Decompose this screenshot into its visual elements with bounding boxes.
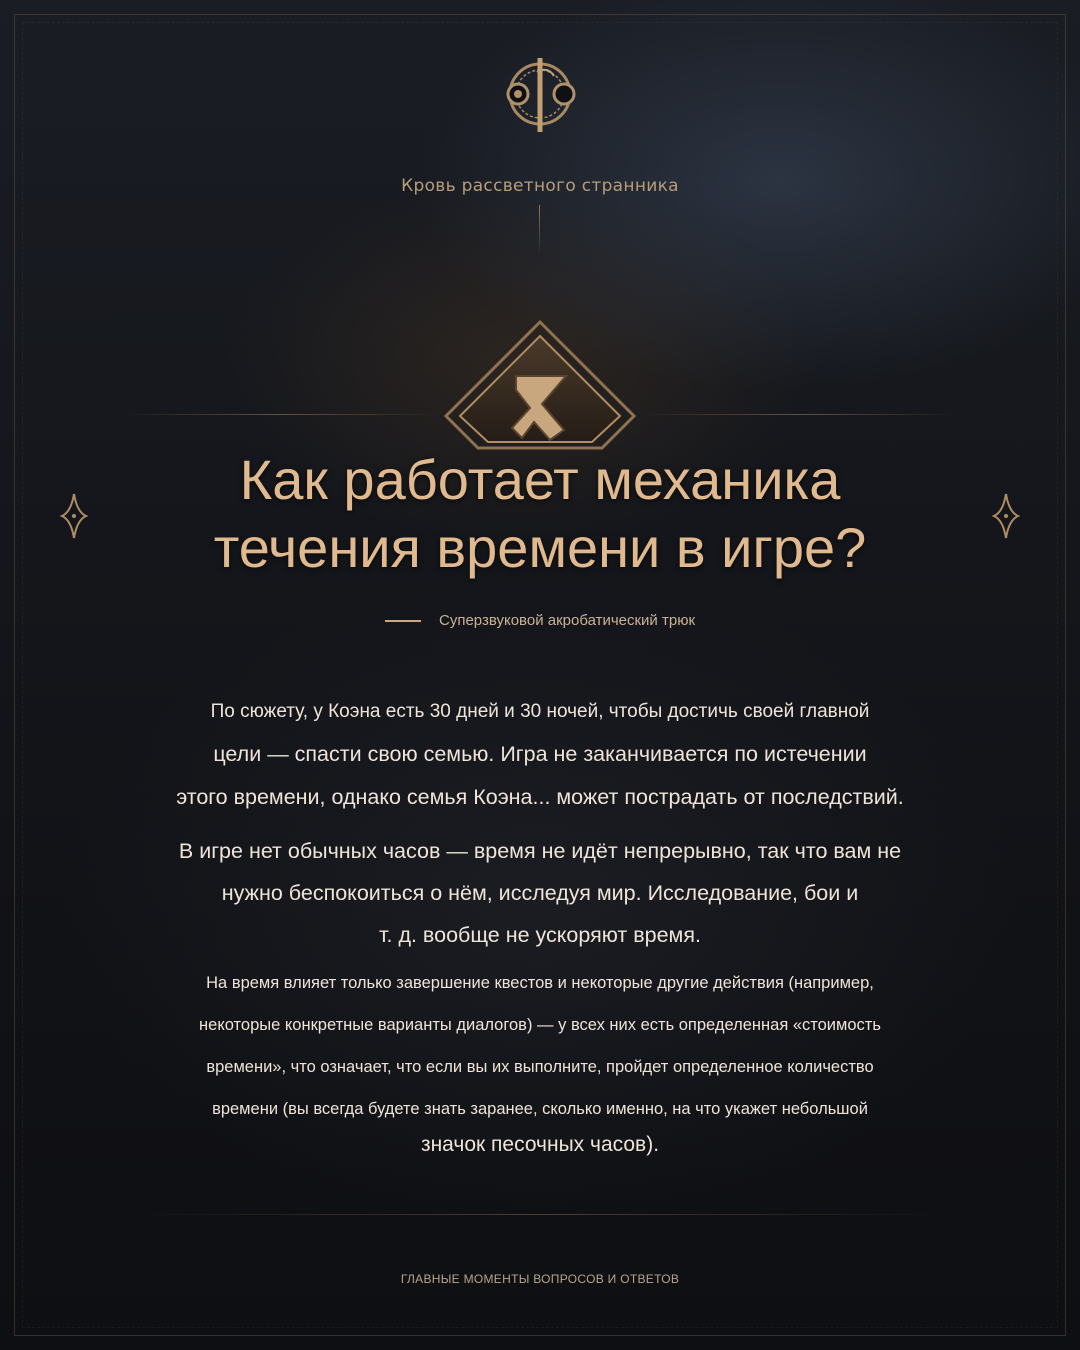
footer-text: ГЛАВНЫЕ МОМЕНТЫ ВОПРОСОВ И ОТВЕТОВ <box>400 1272 680 1286</box>
bottom-divider <box>130 1214 950 1215</box>
brooch-emblem-icon <box>490 54 590 134</box>
paragraph-3-line-2: некоторые конкретные варианты диалогов) — у всех них есть определенная «стоимость <box>199 1016 881 1034</box>
paragraph-2-line-3: т. д. вообще не ускоряют время. <box>379 923 701 947</box>
paragraph-1 <box>100 690 980 819</box>
title-line-2: течения времени в игре? <box>213 516 867 579</box>
paragraph-3-line-4: времени (вы всегда будете знать заранее, сколько именно, на что укажет небольшой <box>212 1100 868 1118</box>
paragraph-1-line-2: цели — спасти свою семью. Игра не заканчивается по истечении <box>213 742 867 766</box>
rune-diamond-icon <box>442 318 638 458</box>
page-subtitle: Кровь рассветного странника <box>401 176 679 196</box>
byline-text: Суперзвуковой акробатический трюк <box>438 612 696 629</box>
paragraph-2-line-2: нужно беспокоиться о нём, исследуя мир. Исследование, бои и <box>221 881 859 905</box>
title-line-1: Как работает механика <box>239 448 841 511</box>
four-point-star-icon <box>60 492 88 540</box>
paragraph-3-line-3: времени», что означает, что если вы их выполните, пройдет определенное количество <box>206 1058 874 1076</box>
paragraph-2 <box>100 830 980 956</box>
paragraph-1-line-3: этого времени, однако семья Коэна... может пострадать от последствий. <box>176 785 904 809</box>
paragraph-3-line-5: значок песочных часов). <box>420 1133 660 1156</box>
paragraph-3-line-1: На время влияет только завершение квестов и некоторые другие действия (например, <box>206 974 874 992</box>
byline-dash <box>385 620 421 622</box>
vertical-divider <box>539 205 540 255</box>
paragraph-3 <box>100 962 980 1130</box>
paragraph-2-line-1: В игре нет обычных часов — время не идёт непрерывно, так что вам не <box>178 839 902 863</box>
byline <box>0 612 1080 629</box>
horizontal-divider-right <box>640 414 960 415</box>
page-title <box>120 446 960 582</box>
horizontal-divider-left <box>120 414 440 415</box>
four-point-star-icon <box>992 492 1020 540</box>
paragraph-1-line-1: По сюжету, у Коэна есть 30 дней и 30 ночей, чтобы достичь своей главной <box>210 701 870 722</box>
